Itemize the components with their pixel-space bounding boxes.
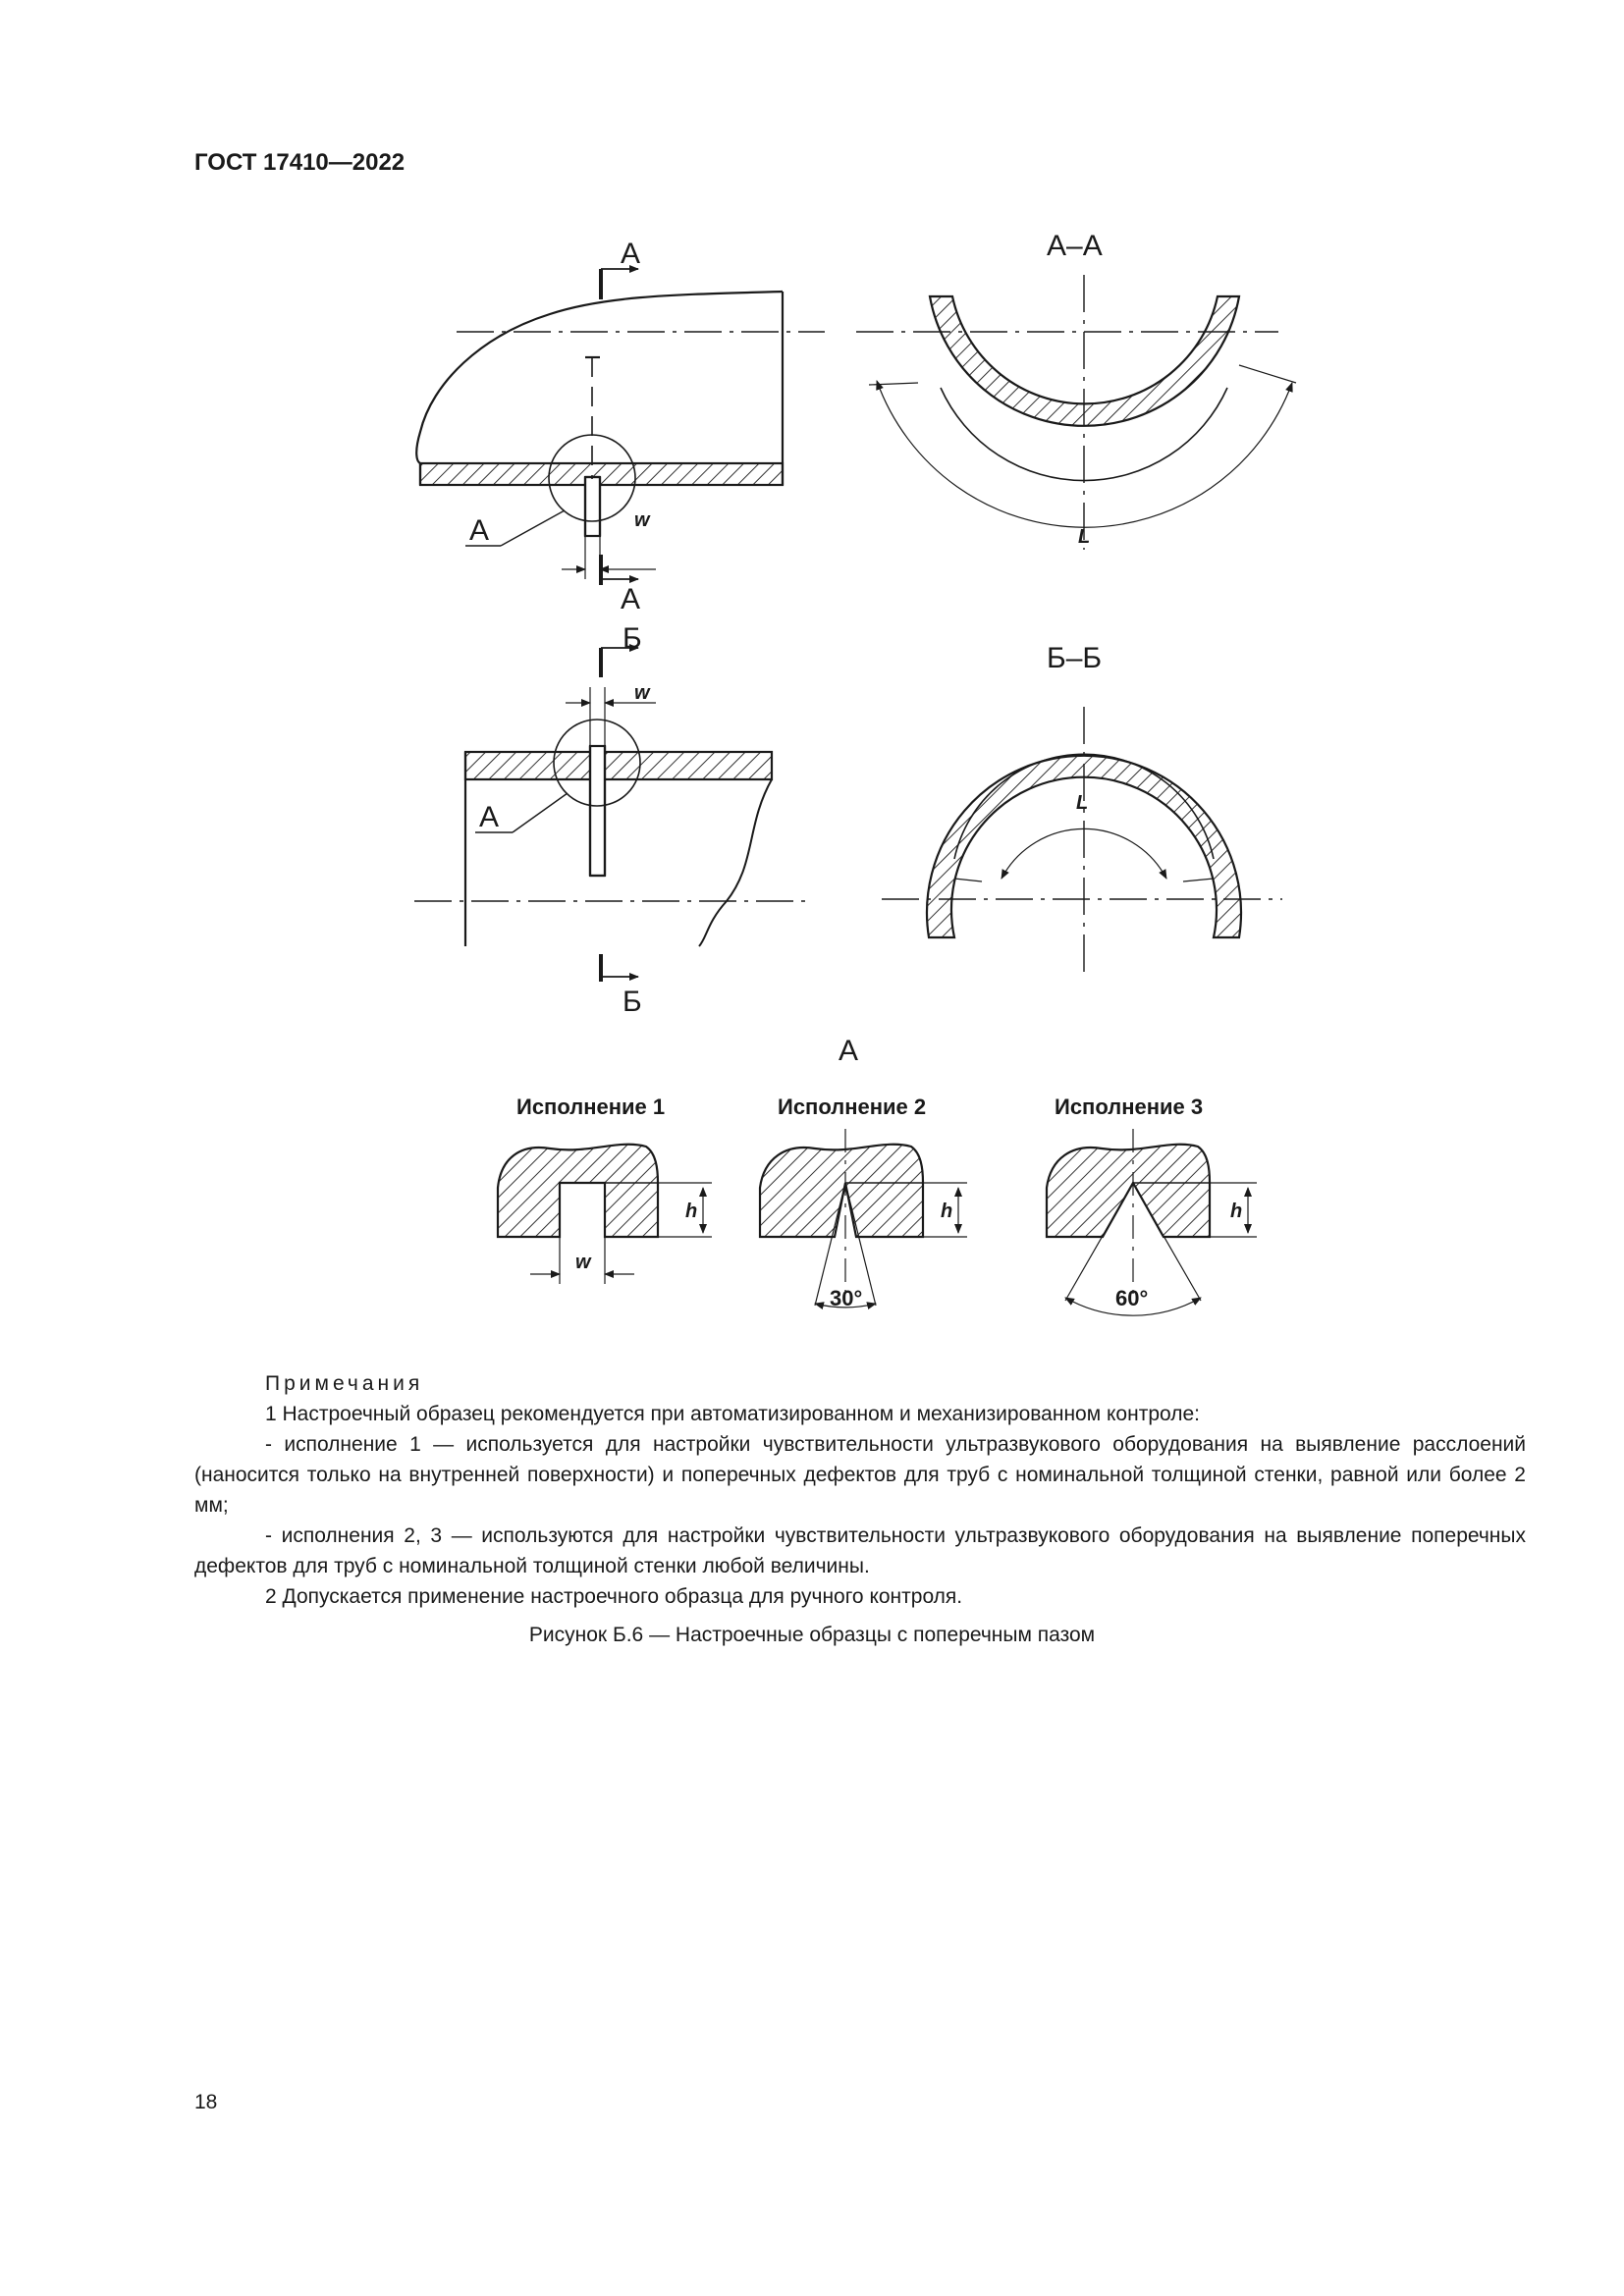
note-item: - исполнение 1 — используется для настройки чувствительности ультразвукового оборудования на выявление расслоений (наносится только на внутренней поверхности) и поперечных дефектов для труб с номинальной толщиной стенки, равной или более 2 мм; xyxy=(194,1433,1526,1517)
version-1-detail xyxy=(498,1145,712,1284)
dim-l-2: L xyxy=(1076,792,1089,814)
dim-h-3: h xyxy=(1230,1201,1243,1222)
dim-h-2: h xyxy=(941,1201,953,1222)
version-2-label: Исполнение 2 xyxy=(778,1095,927,1119)
detail-a-callout-1: А xyxy=(469,514,490,547)
note-item: - исполнения 2, 3 — используются для настройки чувствительности ультразвукового оборудования на выявление поперечных дефектов для труб с номинальной толщиной стенки любой величины. xyxy=(194,1524,1526,1577)
section-mark-b-bottom: Б xyxy=(623,986,642,1018)
dim-w-1: w xyxy=(634,509,650,531)
document-header: ГОСТ 17410—2022 xyxy=(194,149,406,176)
dim-w-3: w xyxy=(575,1252,591,1273)
dim-w-2: w xyxy=(634,682,650,704)
section-aa-title: А–А xyxy=(1047,230,1103,262)
section-aa xyxy=(856,275,1296,550)
notes-block xyxy=(194,1368,1526,1612)
angle-30-label: 30° xyxy=(830,1286,863,1310)
section-bb xyxy=(882,707,1282,972)
dim-l-1: L xyxy=(1078,526,1091,548)
detail-a-title: А xyxy=(839,1035,859,1067)
section-mark-a-top: А xyxy=(621,238,641,270)
version-1-label: Исполнение 1 xyxy=(516,1095,666,1119)
dim-h-1: h xyxy=(685,1201,698,1222)
note-item: 1 Настроечный образец рекомендуется при автоматизированном и механизированном контроле: xyxy=(265,1403,1200,1425)
detail-a-callout-2: А xyxy=(479,801,500,833)
version-3-detail xyxy=(1047,1129,1257,1315)
note-item: 2 Допускается применение настроечного образца для ручного контроля. xyxy=(265,1585,963,1608)
section-mark-b-top: Б xyxy=(623,622,642,655)
section-bb-title: Б–Б xyxy=(1047,642,1103,674)
view-b-longitudinal xyxy=(414,648,807,982)
version-2-detail xyxy=(760,1129,967,1308)
figure-caption: Рисунок Б.6 — Настроечные образцы с поперечным пазом xyxy=(528,1624,1096,1646)
page-number: 18 xyxy=(194,2091,218,2113)
notes-title: Примечания xyxy=(265,1372,424,1395)
section-mark-a-bottom: А xyxy=(621,583,641,615)
version-3-label: Исполнение 3 xyxy=(1055,1095,1204,1119)
angle-60-label: 60° xyxy=(1115,1286,1149,1310)
